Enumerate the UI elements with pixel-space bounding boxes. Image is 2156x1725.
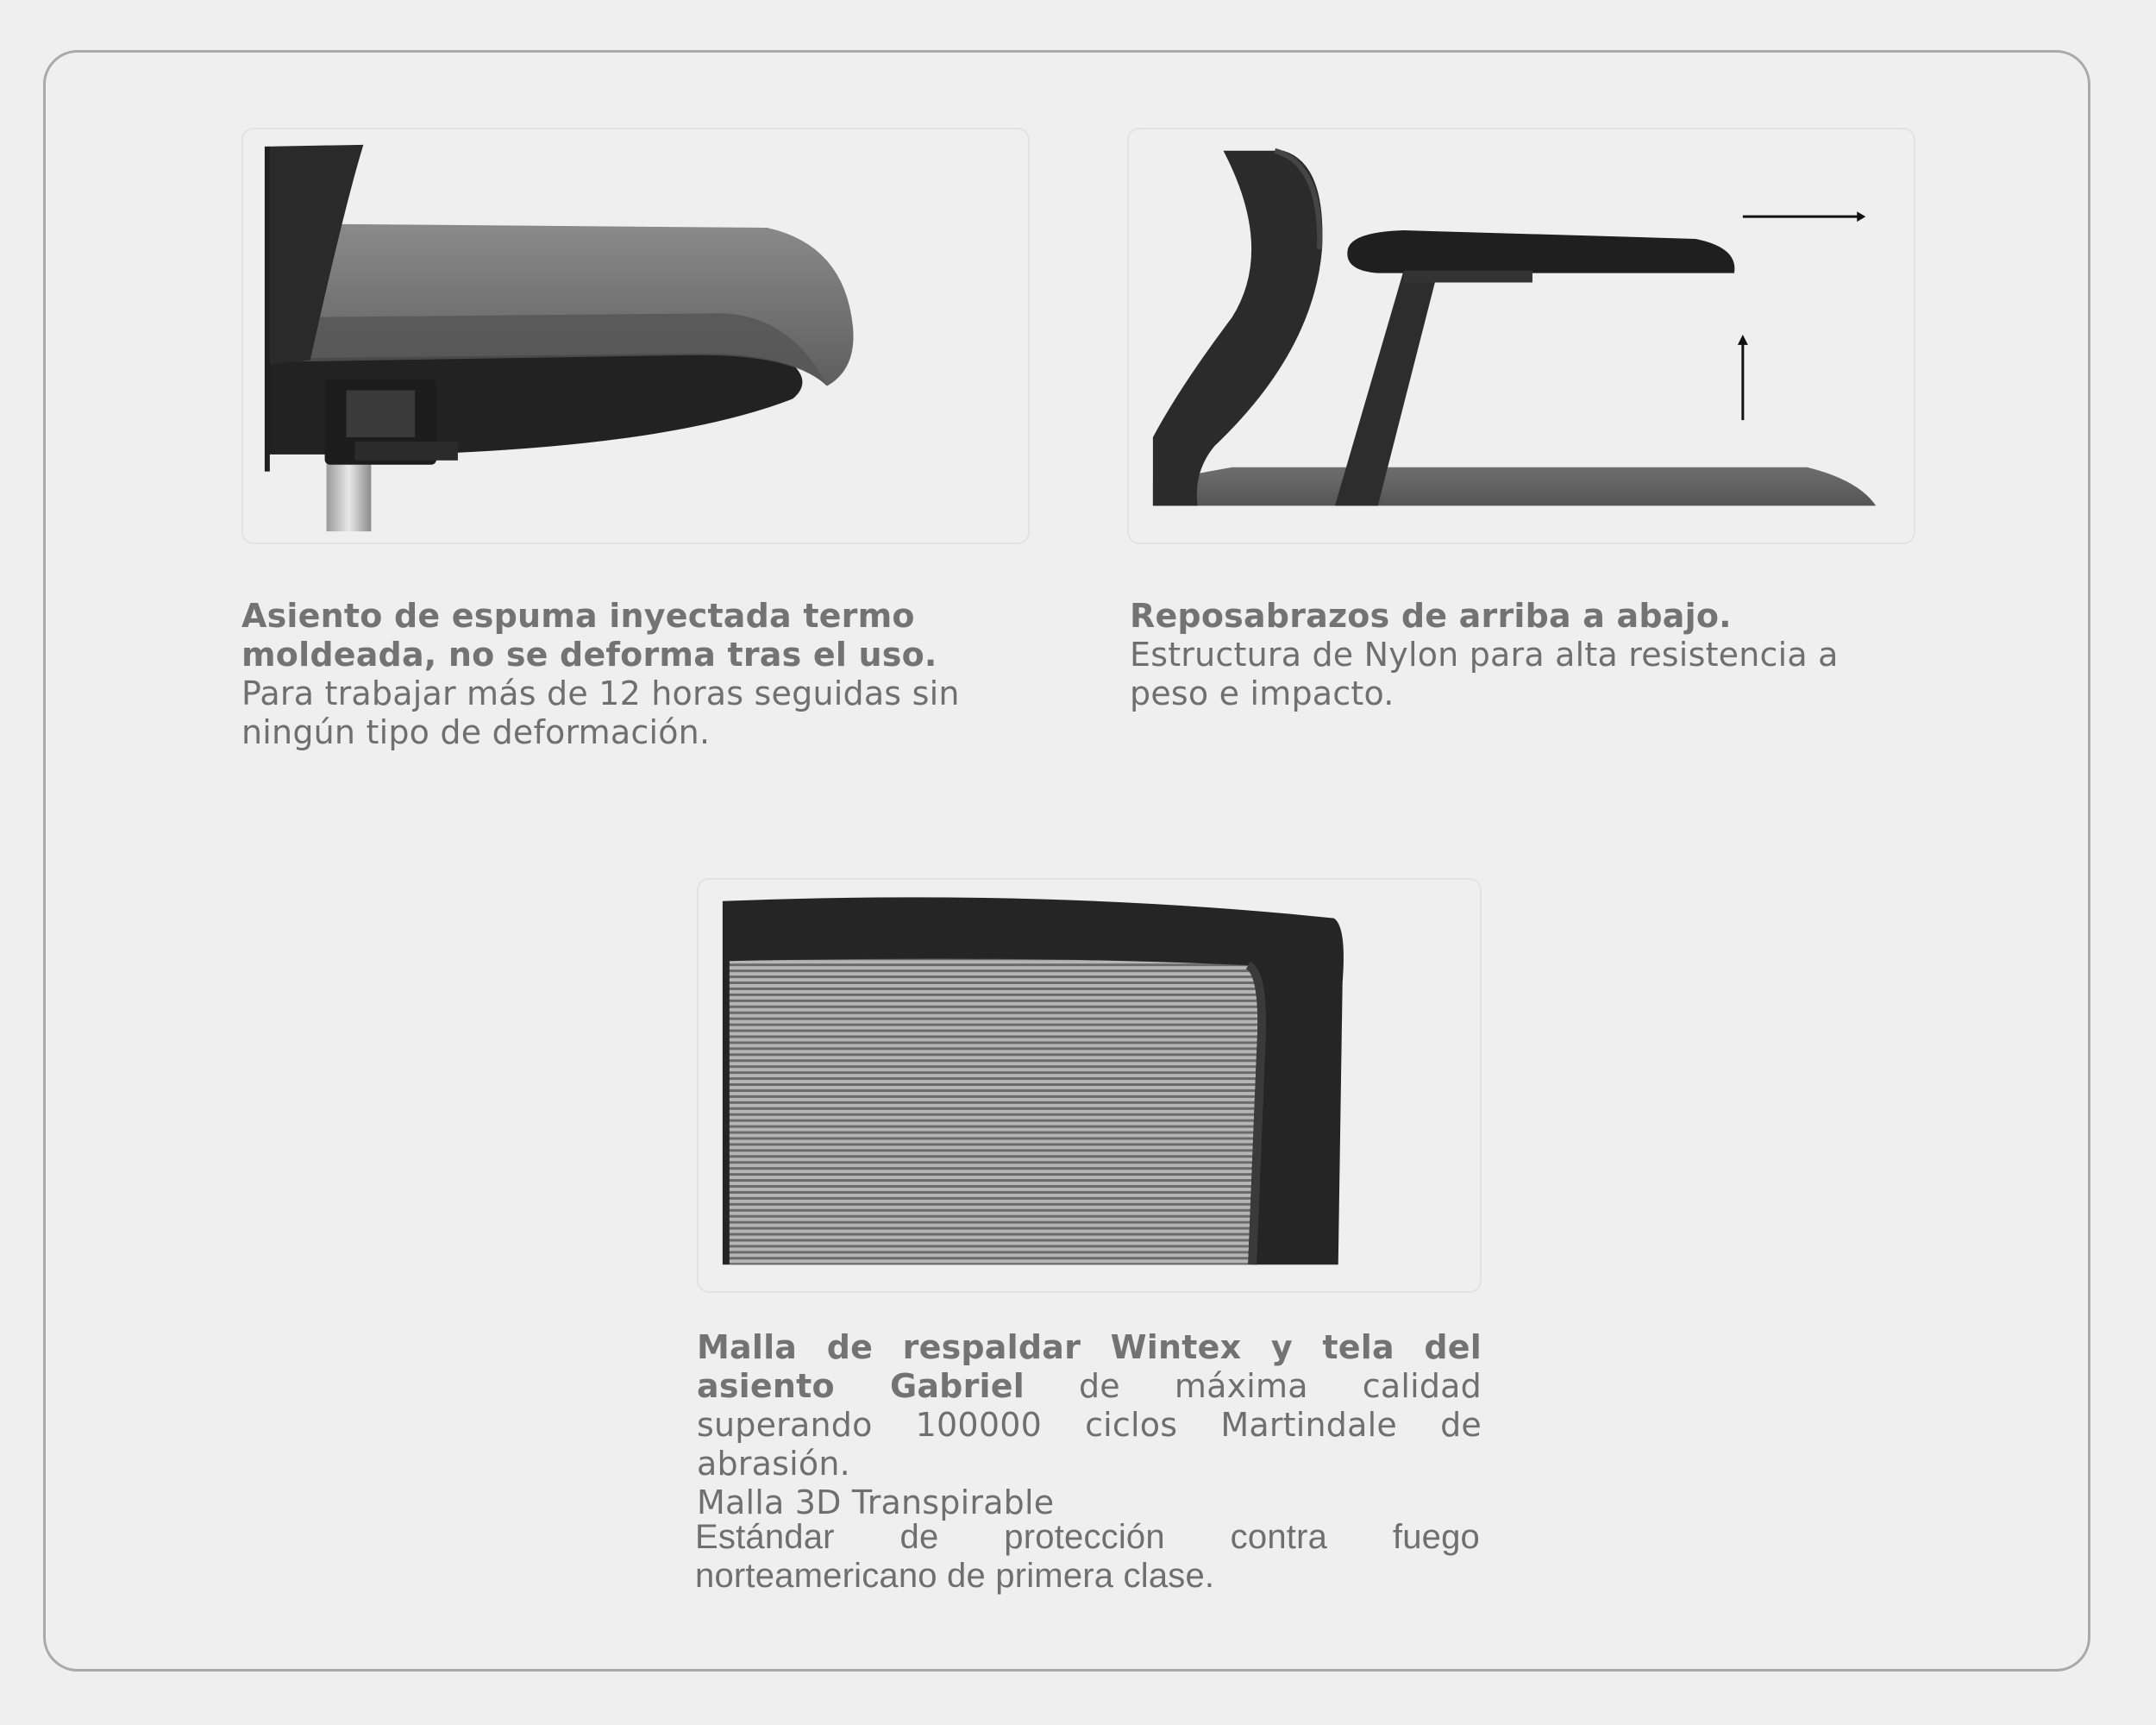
mesh-description	[697, 1328, 1482, 1522]
seat-image-card	[241, 128, 1030, 544]
fire-standard-text	[695, 1518, 1480, 1596]
armrest-description-text: Estructura de Nylon para alta resistencia a peso e impacto.	[1130, 636, 1839, 712]
mesh-description-text: de máxima calidad superando 100000 ciclos Martindale de abrasión.	[697, 1367, 1482, 1483]
armrest-image-card	[1127, 128, 1915, 544]
mesh-extra-line: Malla 3D Transpirable	[697, 1484, 1055, 1521]
mesh-description-bold: Malla de respaldar Wintex y tela del asiento Gabriel	[697, 1328, 1482, 1405]
mesh-image-card	[697, 878, 1482, 1293]
seat-description-bold: Asiento de espuma inyectada termo moldeada, no se deforma tras el uso.	[241, 597, 937, 674]
mesh-backrest-icon	[699, 880, 1480, 1291]
armrest-description-bold: Reposabrazos de arriba a abajo.	[1130, 597, 1732, 635]
seat-description-text: Para trabajar más de 12 horas seguidas sin ningún tipo de deformación.	[241, 674, 960, 751]
seat-description	[241, 597, 1018, 752]
chair-armrest-icon	[1129, 129, 1914, 543]
chair-seat-icon	[243, 129, 1028, 543]
armrest-description	[1130, 597, 1923, 713]
fire-standard-line1: Estándar de protección contra fuego	[695, 1518, 1480, 1556]
fire-standard-line2: norteamericano de primera clase.	[695, 1557, 1215, 1595]
